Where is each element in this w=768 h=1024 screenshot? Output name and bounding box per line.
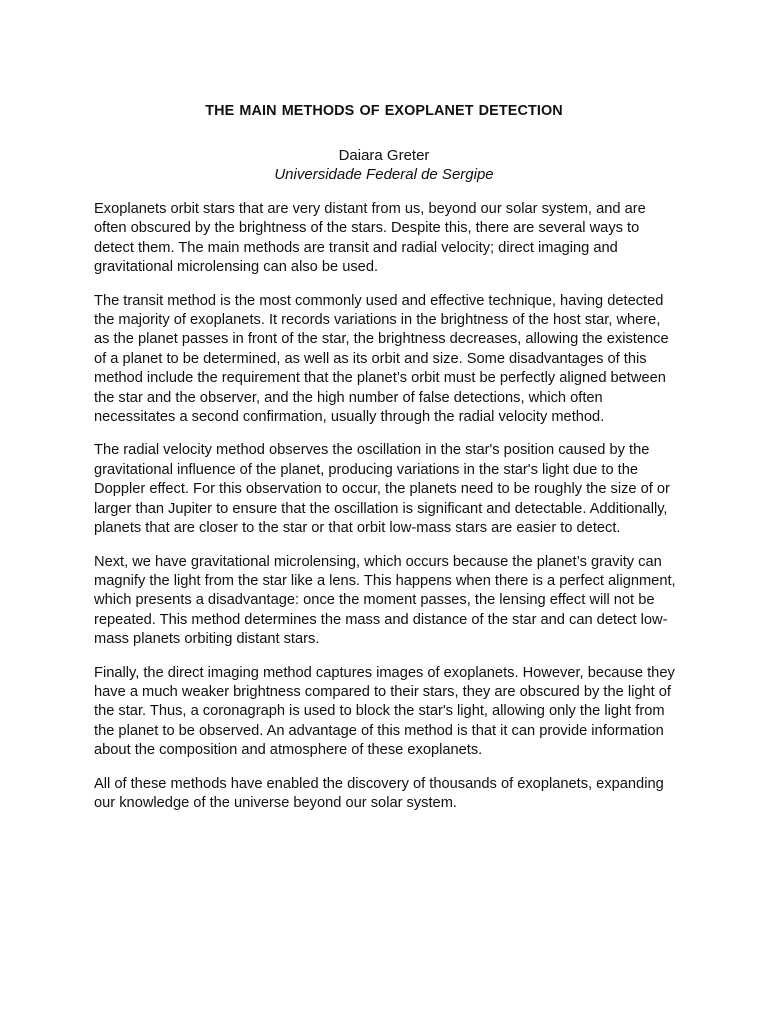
paragraph-conclusion: All of these methods have enabled the discovery of thousands of exoplanets, expanding our knowledge of the universe beyond our solar system. (94, 775, 664, 811)
author-name: Daiara Greter (338, 147, 430, 164)
document-title: THE MAIN METHODS OF EXOPLANET DETECTION (205, 103, 563, 119)
paragraph-microlensing: Next, we have gravitational microlensing, which occurs because the planet’s gravity can magnify the light from the star like a lens. This happens when there is a perfect alignment, which presents a disadvantage: once the moment passes, the lensing effect will not be repeated. This method determines the mass and distance of the star and can detect low-mass planets orbiting distant stars. (94, 553, 676, 648)
paragraph-introduction: Exoplanets orbit stars that are very distant from us, beyond our solar system, and are often obscured by the brightness of the stars. Despite this, there are several ways to detect them. The main methods are transit and radial velocity; direct imaging and gravitational microlensing can also be used. (94, 201, 646, 276)
paragraph-direct-imaging: Finally, the direct imaging method captures images of exoplanets. However, because they have a much weaker brightness compared to their stars, they are obscured by the light of the star. Thus, a coronagraph is used to block the star's light, allowing only the light from the planet to be observed. An advantage of this method is that it can provide information about the composition and atmosphere of these exoplanets. (94, 664, 675, 759)
author-affiliation: Universidade Federal de Sergipe (274, 166, 494, 183)
paragraph-transit-method: The transit method is the most commonly used and effective technique, having detected the majority of exoplanets. It records variations in the brightness of the host star, where, as the planet passes in front of the star, the brightness decreases, allowing the existence of a planet to be determined, as well as its orbit and size. Some disadvantages of this method include the requirement that the planet’s orbit must be perfectly aligned between the star and the observer, and the high number of false detections, which often necessitates a second confirmation, usually through the radial velocity method. (94, 292, 669, 426)
document-body (94, 200, 678, 827)
paragraph-radial-velocity: The radial velocity method observes the oscillation in the star's position caused by the gravitational influence of the planet, producing variations in the star's light due to the Doppler effect. For this observation to occur, the planets need to be roughly the size of or larger than Jupiter to ensure that the oscillation is significant and detectable. Additionally, planets that are closer to the star or that orbit low-mass stars are easier to detect. (94, 442, 670, 537)
